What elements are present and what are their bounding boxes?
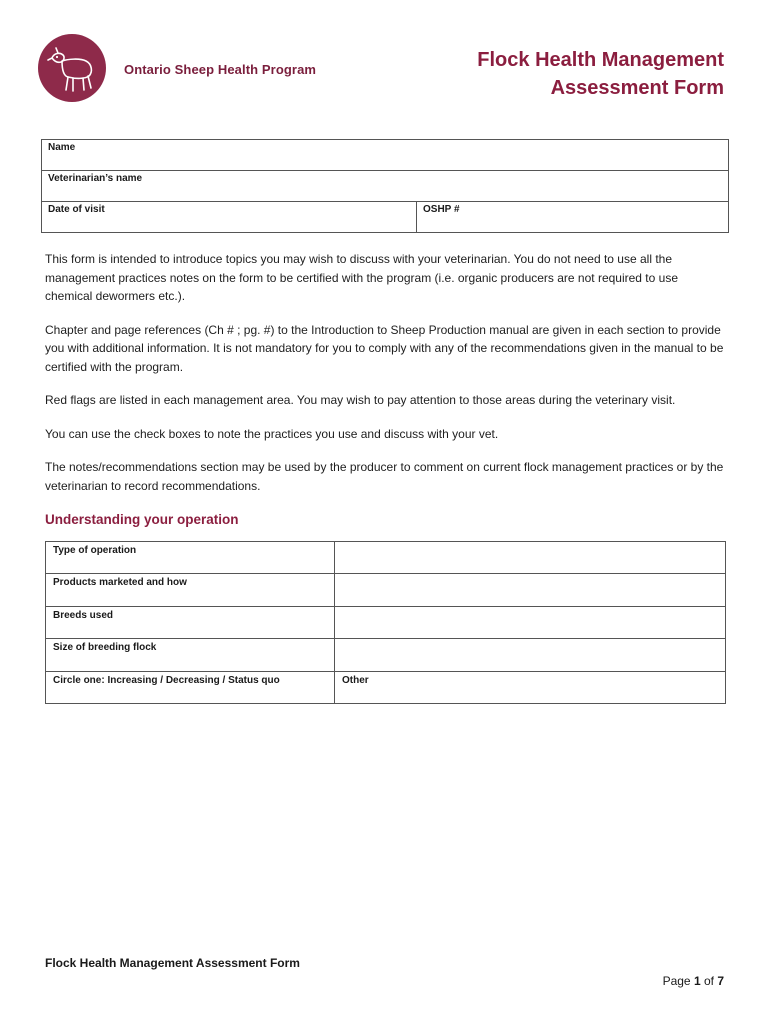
intro-paragraph-2: Chapter and page references (Ch # ; pg. #) to the Introduction to Sheep Production manual are given in each section to provide you with additional information. It is not mandatory for you to comply with any of the recommendations given in the manual to be certified with the program. — [45, 322, 724, 374]
identification-table — [41, 139, 729, 233]
name-label: Name — [48, 142, 76, 153]
table-row — [46, 639, 726, 671]
breeds-used-field[interactable] — [335, 606, 726, 638]
oshp-number-label: OSHP # — [423, 204, 460, 215]
veterinarian-name-field[interactable] — [42, 171, 729, 202]
oshp-number-field[interactable] — [417, 202, 729, 233]
table-row — [46, 574, 726, 606]
document-title — [477, 46, 724, 102]
intro-text — [45, 250, 725, 510]
intro-paragraph-5: The notes/recommendations section may be used by the producer to comment on current flock management practices or by the veterinarian to record recommendations. — [45, 460, 724, 493]
name-field[interactable] — [42, 140, 729, 171]
breeding-flock-size-field[interactable] — [335, 639, 726, 671]
type-of-operation-label: Type of operation — [53, 545, 137, 556]
date-of-visit-label: Date of visit — [48, 204, 105, 215]
intro-paragraph-3: Red flags are listed in each management area. You may wish to pay attention to those areas during the veterinary visit. — [45, 393, 676, 407]
row-label — [46, 542, 335, 574]
other-field[interactable] — [335, 671, 726, 703]
products-marketed-label: Products marketed and how — [53, 577, 187, 589]
products-marketed-field[interactable] — [335, 574, 726, 606]
table-row — [46, 542, 726, 574]
table-row — [46, 671, 726, 703]
program-logo — [38, 34, 338, 106]
intro-paragraph-1: This form is intended to introduce topics you may wish to discuss with your veterinarian. You do not need to use all the management practices notes on the form to be certified with the program (i.e. organic producers are not required to use chemical dewormers etc.). — [45, 252, 678, 303]
row-label — [46, 639, 335, 671]
breeding-flock-size-label: Size of breeding flock — [53, 642, 157, 654]
breeds-used-label: Breeds used — [53, 609, 114, 621]
sheep-logo-icon — [38, 34, 106, 102]
intro-paragraph-4: You can use the check boxes to note the practices you use and discuss with your vet. — [45, 426, 499, 441]
page-prefix: Page — [662, 974, 694, 988]
table-row — [46, 606, 726, 638]
footer-title: Flock Health Management Assessment Form — [45, 956, 300, 970]
page-of: of — [700, 974, 718, 988]
page-number — [663, 974, 724, 988]
operation-table — [45, 541, 726, 704]
row-label — [46, 574, 335, 606]
program-name: Ontario Sheep Health Program — [124, 62, 317, 77]
page-current: 1 — [693, 974, 701, 988]
title-line-2: Assessment Form — [550, 77, 724, 99]
other-label: Other — [342, 674, 369, 686]
flock-trend-label: Circle one: Increasing / Decreasing / Status quo — [53, 674, 280, 686]
title-line-1: Flock Health Management — [477, 49, 724, 71]
veterinarian-name-label: Veterinarian’s name — [48, 173, 143, 184]
flock-trend-field[interactable] — [46, 671, 335, 703]
page-total: 7 — [717, 974, 724, 988]
type-of-operation-field[interactable] — [335, 542, 726, 574]
section-heading-operation: Understanding your operation — [45, 512, 239, 527]
row-label — [46, 606, 335, 638]
date-of-visit-field[interactable] — [42, 202, 417, 233]
